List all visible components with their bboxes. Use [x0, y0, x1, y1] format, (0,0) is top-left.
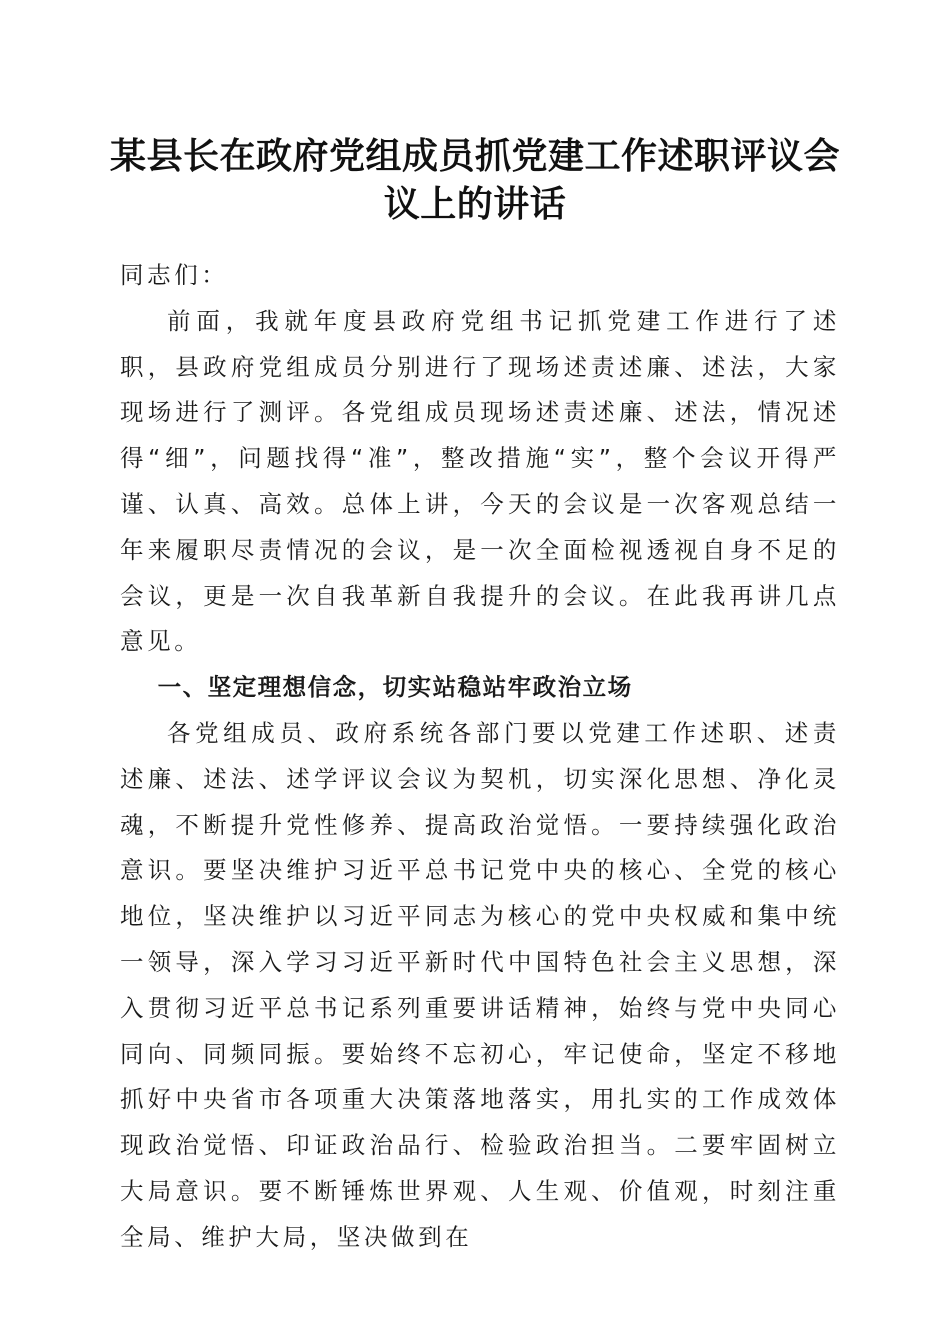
document-body: [120, 253, 840, 1261]
salutation: 同志们：: [120, 261, 229, 289]
paragraph-intro: 前面，我就年度县政府党组书记抓党建工作进行了述职，县政府党组成员分别进行了现场述责述廉、述法，大家现场进行了测评。各党组成员现场述责述廉、述法，情况述得“细”，问题找得“准”，整改措施“实”，整个会议开得严谨、认真、高效。总体上讲，今天的会议是一次客观总结一年来履职尽责情况的会议，是一次全面检视透视自身不足的会议，更是一次自我革新自我提升的会议。在此我再讲几点意见。: [120, 306, 840, 656]
document-title: 某县长在政府党组成员抓党建工作述职评议会议上的讲话: [110, 135, 841, 225]
paragraph-section-1: 各党组成员、政府系统各部门要以党建工作述职、述责述廉、述法、述学评议会议为契机，切实深化思想、净化灵魂，不断提升党性修养、提高政治觉悟。一要持续强化政治意识。要坚决维护习近平总书记党中央的核心、全党的核心地位，坚决维护以习近平同志为核心的党中央权威和集中统一领导，深入学习习近平新时代中国特色社会主义思想，深入贯彻习近平总书记系列重要讲话精神，始终与党中央同心同向、同频同振。要始终不忘初心，牢记使命，坚定不移地抓好中央省市各项重大决策落地落实，用扎实的工作成效体现政治觉悟、印证政治品行、检验政治担当。二要牢固树立大局意识。要不断锤炼世界观、人生观、价值观，时刻注重全局、维护大局，坚决做到在: [120, 718, 840, 1251]
section-heading-1: 一、坚定理想信念，切实站稳站牢政治立场: [157, 673, 633, 702]
